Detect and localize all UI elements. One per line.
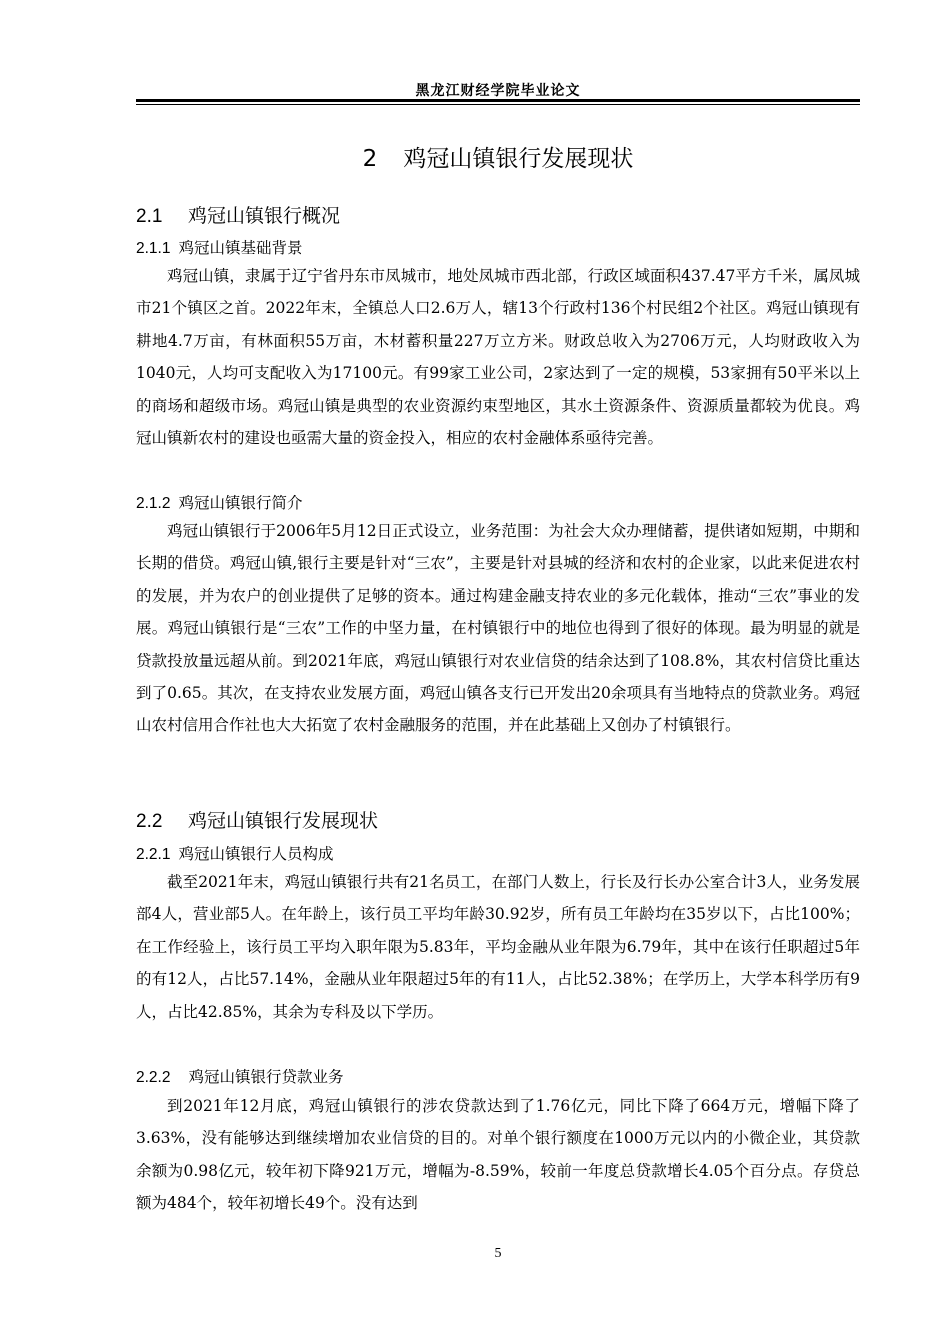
header-rule-thick bbox=[136, 99, 860, 102]
paragraph-2-1-2: 鸡冠山镇银行于2006年5月12日正式设立，业务范围：为社会大众办理储蓄，提供诸如短期，中期和长期的借贷。鸡冠山镇,银行主要是针对“三农”，主要是针对县城的经济和农村的企业家，以此来促进农村的发展，并为农户的创业提供了足够的资本。通过构建金融支持农业的多元化载体，推动“三农”事业的发展。鸡冠山镇银行是“三农”工作的中坚力量，在村镇银行中的地位也得到了很好的体现。最为明显的就是贷款投放量远超从前。到2021年底，鸡冠山镇银行对农业信贷的结余达到了108.8%，其农村信贷比重达到了0.65。其次，在支持农业发展方面，鸡冠山镇各支行已开发出20余项具有当地特点的贷款业务。鸡冠山农村信用合作社也大大拓宽了农村金融服务的范围，并在此基础上又创办了村镇银行。 bbox=[136, 522, 860, 735]
paragraph-2-2-1: 截至2021年末，鸡冠山镇银行共有21名员工，在部门人数上，行长及行长办公室合计3人，业务发展部4人，营业部5人。在年龄上，该行员工平均年龄30.92岁，所有员工年龄均在35岁以下，占比100%；在工作经验上，该行员工平均入职年限为5.83年，平均金融从业年限为6.79年，其中在该行任职超过5年的有12人，占比57.14%，金融从业年限超过5年的有11人，占比52.38%；在学历上，大学本科学历有9人，占比42.85%，其余为专科及以下学历。 bbox=[136, 873, 860, 1021]
subsection-heading-2-2-1 bbox=[136, 842, 334, 864]
paragraph-2-1-1: 鸡冠山镇，隶属于辽宁省丹东市凤城市，地处凤城市西北部，行政区域面积437.47平方千米，属凤城市21个镇区之首。2022年末，全镇总人口2.6万人，辖13个行政村136个村民组2个社区。鸡冠山镇现有耕地4.7万亩，有林面积55万亩，木材蓄积量227万立方米。财政总收入为2706万元，人均财政收入为1040元，人均可支配收入为17100元。有99家工业公司，2家达到了一定的规模，53家拥有50平米以上的商场和超级市场。鸡冠山镇是典型的农业资源约束型地区，其水土资源条件、资源质量都较为优良。鸡冠山镇新农村的建设也亟需大量的资金投入，相应的农村金融体系亟待完善。 bbox=[136, 267, 860, 448]
subsection-number: 2.2.2 bbox=[136, 1069, 171, 1086]
subsection-title: 鸡冠山镇银行人员构成 bbox=[178, 845, 334, 863]
subsection-heading-2-1-1 bbox=[136, 236, 303, 258]
subsection-title: 鸡冠山镇银行简介 bbox=[178, 494, 303, 512]
section-heading-2-1 bbox=[136, 201, 340, 228]
chapter-title: 鸡冠山镇银行发展现状 bbox=[403, 146, 634, 172]
subsection-number: 2.1.1 bbox=[136, 240, 171, 257]
subsection-heading-2-1-2 bbox=[136, 491, 303, 513]
page-number: 5 bbox=[494, 1246, 502, 1261]
section-title: 鸡冠山镇银行发展现状 bbox=[188, 810, 379, 832]
section-title: 鸡冠山镇银行概况 bbox=[188, 205, 341, 227]
section-heading-2-2 bbox=[136, 806, 378, 833]
subsection-title: 鸡冠山镇基础背景 bbox=[178, 239, 303, 257]
header-rule-thin bbox=[136, 104, 860, 105]
subsection-heading-2-2-2 bbox=[136, 1065, 344, 1087]
subsection-title: 鸡冠山镇银行贷款业务 bbox=[188, 1068, 344, 1086]
chapter-number: 2 bbox=[362, 146, 378, 172]
running-header: 黑龙江财经学院毕业论文 bbox=[415, 83, 581, 99]
paragraph-2-2-2: 到2021年12月底，鸡冠山镇银行的涉农贷款达到了1.76亿元，同比下降了664万元，增幅下降了3.63%，没有能够达到继续增加农业信贷的目的。对单个银行额度在1000万元以内的小微企业，其贷款余额为0.98亿元，较年初下降921万元，增幅为-8.59%，较前一年度总贷款增长4.05个百分点。存贷总额为484个，较年初增长49个。没有达到 bbox=[136, 1097, 860, 1213]
section-number: 2.2 bbox=[136, 811, 163, 832]
subsection-number: 2.2.1 bbox=[136, 846, 171, 863]
chapter-heading bbox=[136, 140, 860, 173]
subsection-number: 2.1.2 bbox=[136, 495, 171, 512]
section-number: 2.1 bbox=[136, 206, 163, 227]
